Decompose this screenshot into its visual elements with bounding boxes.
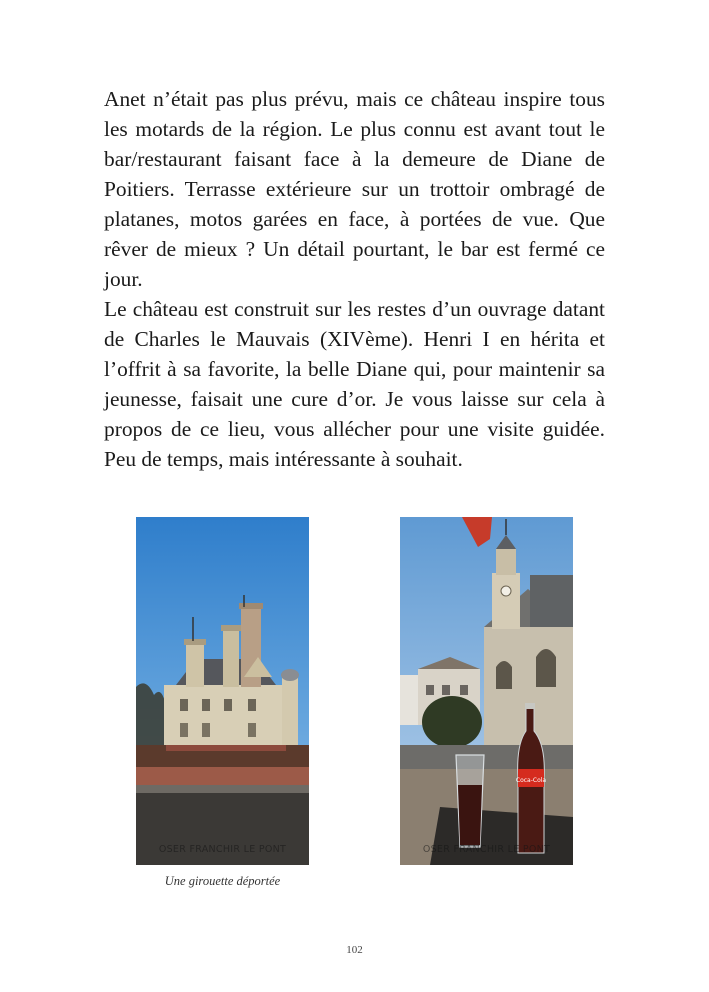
paragraph-2: Le château est construit sur les restes d’un ouvrage datant de Charles le Mauvais (XIVème). Henri I en hérita et l’offrit à sa favorite, la belle Diane qui, pour maintenir sa jeunesse, faisait une cure d’or. Je vous laisse sur cela à propos de ce lieu, vous allécher pour une visite guidée. Peu de temps, mais intéressante à souhait.	[104, 297, 605, 471]
photo-watermark: OSER FRANCHIR LE PONT	[158, 844, 287, 855]
bottle-label-text: Coca-Cola	[515, 777, 547, 784]
photo-caption: Une girouette déportée	[164, 874, 281, 888]
body-text	[104, 84, 605, 474]
paragraph-1: Anet n’était pas plus prévu, mais ce château inspire tous les motards de la région. Le plus connu est avant tout le bar/restaurant faisant face à la demeure de Diane de Poitiers. Terrasse extérieure sur un trottoir ombragé de platanes, motos garées en face, à portées de vue. Que rêver de mieux ? Un détail pourtant, le bar est fermé ce jour.	[104, 87, 605, 291]
page-number: 102	[346, 944, 363, 956]
chateau-photo	[136, 517, 309, 865]
chateau-illustration	[136, 517, 309, 865]
photo-watermark: OSER FRANCHIR LE PONT	[422, 844, 551, 855]
church-cola-photo	[400, 517, 573, 865]
church-cola-illustration	[400, 517, 573, 865]
